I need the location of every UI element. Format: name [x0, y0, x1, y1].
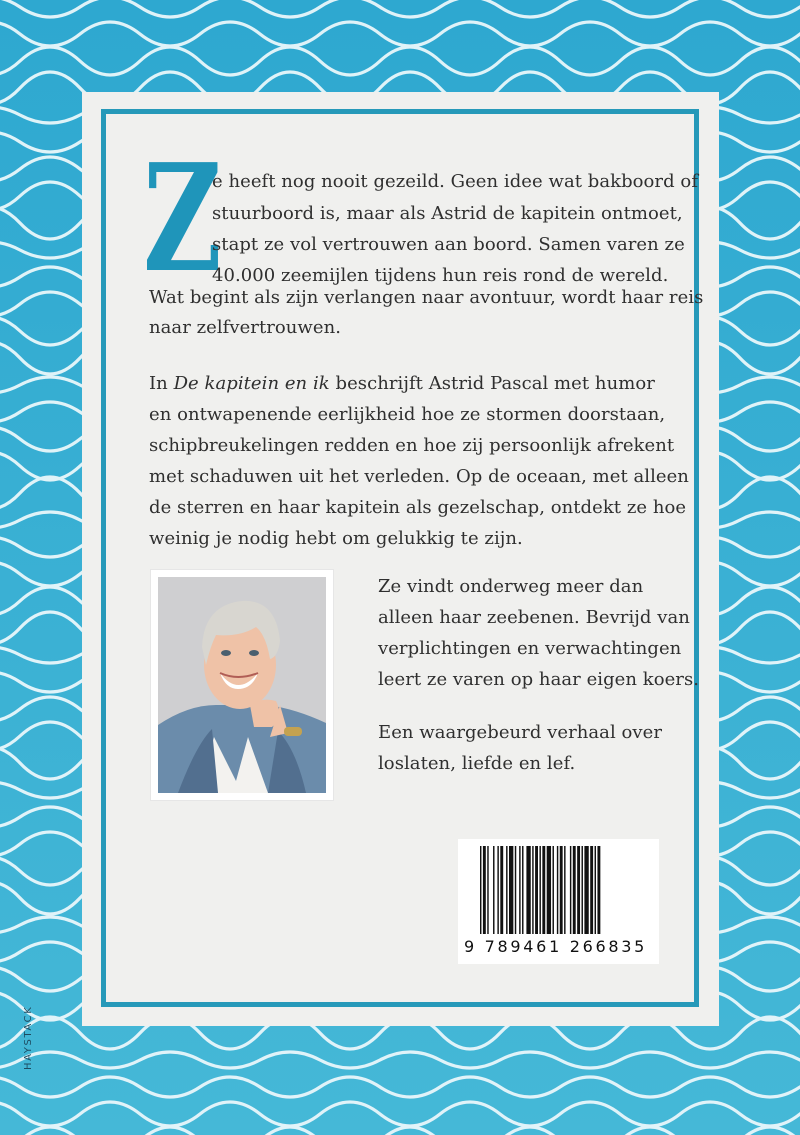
barcode-bar [597, 846, 600, 934]
barcode-bar [573, 846, 576, 934]
barcode-bar [487, 846, 488, 934]
barcode-bar [493, 846, 494, 934]
isbn-number: 9 789461 266835 [464, 937, 648, 956]
barcode-bar [497, 846, 498, 934]
isbn-barcode [458, 839, 659, 964]
barcode-bar [557, 846, 558, 934]
text-line: leert ze varen op haar eigen koers. [378, 669, 700, 690]
barcode-bar [526, 846, 530, 934]
text-prefix: In [149, 373, 174, 394]
text-line [149, 368, 655, 400]
barcode-bar [506, 846, 507, 934]
text-line: Een waargebeurd verhaal over [378, 722, 662, 743]
barcode-bar [553, 846, 554, 934]
book-title: De kapitein en ik [173, 373, 330, 394]
drop-cap-letter: Z [143, 131, 222, 305]
text-line: verplichtingen en verwachtingen [378, 638, 682, 659]
text-line: Ze vindt onderweg meer dan [378, 576, 644, 597]
barcode-bar [535, 846, 538, 934]
barcode-bar [519, 846, 520, 934]
barcode-bar [515, 846, 516, 934]
text-line: de sterren en haar kapitein als gezelschap, ontdekt ze hoe [149, 497, 687, 518]
text-line: Wat begint als zijn verlangen naar avontuur, wordt haar reis [149, 287, 704, 308]
barcode-bar [539, 846, 540, 934]
text-line: weinig je nodig hebt om gelukkig te zijn. [149, 528, 523, 549]
text-line: alleen haar zeebenen. Bevrijd van [378, 607, 690, 628]
text-line: stuurboord is, maar als Astrid de kapitein ontmoet, [212, 203, 683, 224]
barcode-bar [532, 846, 533, 934]
text-line: naar zelfvertrouwen. [149, 317, 342, 338]
text-line: 40.000 zeemijlen tijdens hun reis rond de wereld. [212, 265, 669, 286]
author-photo-frame [150, 569, 334, 801]
barcode-bar [570, 846, 571, 934]
barcode-bar [483, 846, 486, 934]
barcode-bar [564, 846, 565, 934]
author-photo [158, 577, 326, 793]
text-line: e heeft nog nooit gezeild. Geen idee wat bakboord of [212, 171, 699, 192]
barcode-bar [595, 846, 596, 934]
publisher-logo: HAYSTACK [23, 1005, 34, 1070]
barcode-bar [500, 846, 503, 934]
text-suffix: beschrijft Astrid Pascal met humor [329, 373, 655, 394]
barcode-bars [480, 846, 636, 934]
barcode-bar [547, 846, 551, 934]
barcode-bar [582, 846, 583, 934]
barcode-bar [509, 846, 513, 934]
text-line: met schaduwen uit het verleden. Op de oceaan, met alleen [149, 466, 689, 487]
barcode-bar [480, 846, 481, 934]
barcode-bar [542, 846, 545, 934]
barcode-bar [577, 846, 580, 934]
text-line: schipbreukelingen redden en hoe zij persoonlijk afrekent [149, 435, 675, 456]
text-line: stapt ze vol vertrouwen aan boord. Samen varen ze [212, 234, 685, 255]
barcode-bar [522, 846, 523, 934]
barcode-bar [584, 846, 588, 934]
barcode-bar [560, 846, 563, 934]
text-line: en ontwapenende eerlijkheid hoe ze stormen doorstaan, [149, 404, 666, 425]
barcode-bar [590, 846, 593, 934]
text-line: loslaten, liefde en lef. [378, 753, 576, 774]
